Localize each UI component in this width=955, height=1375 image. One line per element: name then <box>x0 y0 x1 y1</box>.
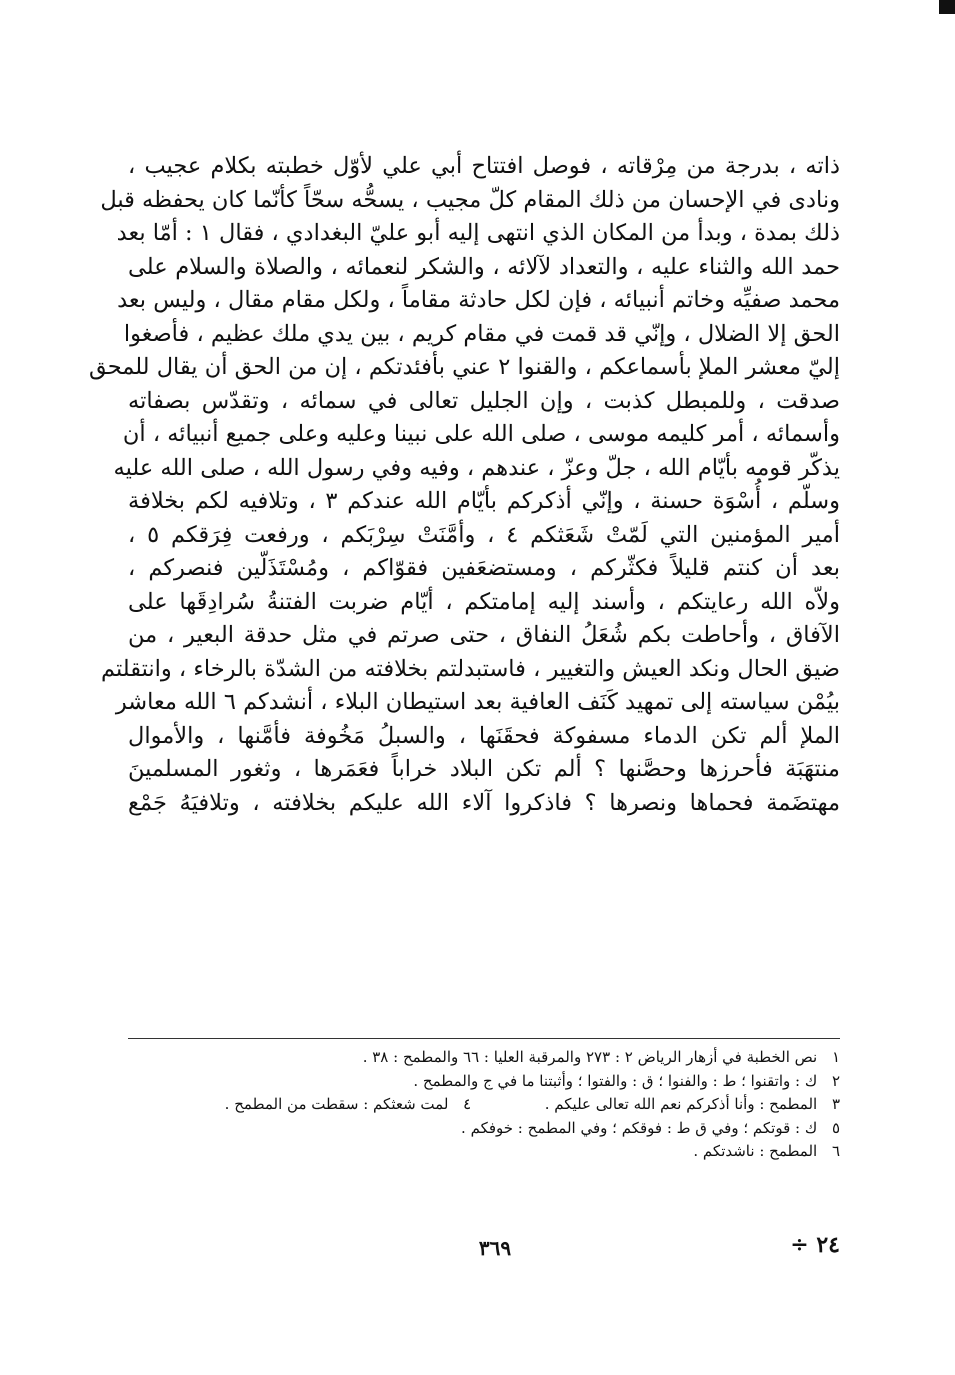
footnote <box>128 1140 840 1164</box>
text-line: مهتضَمة فحماها ونصرها ؟ فاذكروا آلاء الله عليكم بخلافته ، وتلافيَهُ جَمْع <box>128 789 840 816</box>
text-line: إليّ معشر الملإ بأسماعكم ، والقنوا ٢ عني بأفئدتكم ، إن من الحق أن يقال للمحق <box>88 354 840 380</box>
footnote-text: المطمح : وأنا أذكركم نعم الله تعالى عليكم . <box>544 1095 818 1113</box>
text-line: ولاّه الله رعايتكم ، وأسند إليه إمامتكم ، أيّام ضربت الفتنةُ سُرادِقَها على <box>128 588 840 615</box>
text-line: الآفاق ، وأحاطت بكم شُعَلُ النفاق ، حتى صرتم في مثل حدقة البعير ، من <box>128 622 840 648</box>
text-line: ضيق الحال ونكد العيش والتغيير ، فاستبدلتم بخلافته من الشدّة بالرخاء ، وانتقلتم <box>101 655 840 682</box>
footnote-text: ك : قوتكم ؛ وفي ق ط : فوقكم ؛ وفي المطمح : خوفكم . <box>461 1118 818 1137</box>
footnote <box>128 1117 840 1141</box>
footnote-text: ك : واتقنوا ؛ ط : والفنوا ؛ ق : والفتوا ؛ وأثبتنا ما في ج والمطمح . <box>413 1071 818 1090</box>
text-line: بيُمْن سياسته إلى تمهيد كَنَف العافية بعد استيطان البلاء ، أنشدكم ٦ الله معاشر <box>115 689 840 715</box>
footnote-number: ٥ <box>831 1118 840 1137</box>
footnote-number: ٦ <box>831 1142 840 1160</box>
text-line: الملإ ألم تكن الدماء مسفوكة فحقَنَها ، والسبلُ مَخُوفة فأمَّنها ، والأموال <box>128 722 840 749</box>
footnote-number: ٣ <box>831 1095 840 1113</box>
text-line: منتهَبَة فأحرزها وحصَّنها ؟ ألم تكن البلاد خراباً فعَمَرها ، وثغور المسلمينَ <box>128 756 840 782</box>
footnote-text: نص الخطبة في أزهار الرياض ٢ : ٢٧٣ والمرقبة العليا : ٦٦ والمطمح : ٣٨ . <box>362 1048 818 1066</box>
signature-mark: ٢٤ ÷ <box>790 1232 840 1258</box>
footnote <box>128 1070 840 1094</box>
text-line: وأسمائه ، أمر كليمه موسى ، صلى الله على نبينا وعليه وعلى جميع أنبيائه ، أن <box>122 421 840 447</box>
text-line: محمد صفيِّه وخاتم أنبيائه ، فإن لكل حادثة مقاماً ، ولكل مقام مقال ، وليس بعد <box>117 287 840 313</box>
footnote-number: ٢ <box>831 1071 840 1090</box>
footnote <box>128 1093 840 1117</box>
page-number: ٣٦٩ <box>478 1236 512 1260</box>
text-line: حمد الله والثناء عليه ، والتعداد لآلائه ، والشكر لنعمائه ، والصلاة والسلام على <box>128 253 840 280</box>
text-line: يذكّر قومه بأيّام الله ، جلّ وعزّ ، عندهم ، وفيه وفي رسول الله ، صلى الله عليه <box>113 454 840 481</box>
text-line: ذاته ، بدرجة من مِرْقاته ، فوصل افتتاح أبي علي لأوّل خطبته بكلام عجيب ، <box>128 153 840 179</box>
footnote-number: ٤ <box>463 1095 472 1113</box>
footnote-divider <box>128 1038 840 1039</box>
text-line: بعد أن كنتم قليلاً فكثّركم ، ومستضعَفين فقوّاكم ، ومُسْتَذَلّين فنصركم ، <box>128 555 840 581</box>
footnote-text: لمت شعثكم : سقطت من المطمح . <box>224 1095 449 1113</box>
text-line: أمير المؤمنين التي لَمّتْ شَعَثكم ٤ ، وأمَّنَتْ سِرْبَكم ، ورفعت فِرَقكم ٥ ، <box>128 521 840 548</box>
main-text-block <box>88 150 840 820</box>
footnote <box>128 1046 840 1070</box>
footnote-text: المطمح : ناشدتكم . <box>693 1142 818 1160</box>
footnotes-block <box>128 1046 840 1164</box>
footnote-number: ١ <box>831 1048 840 1066</box>
text-line: ذلك بمدة ، وبدأ من المكان الذي انتهى إليه أبو عليّ البغدادي ، فقال ١ : أمّا بعد <box>116 220 840 246</box>
text-line: صدقت ، وللمبطل كذبت ، وإن الجليل تعالى في سمائه ، وتقدّس بصفاته <box>128 387 840 414</box>
scan-corner-mark <box>939 0 955 14</box>
text-line: ونادى في الإحسان من ذلك المقام كلّ مجيب ، يسحُّه سحّاً كأنّما كان يحفظه قبل <box>100 186 840 213</box>
text-line: الحق إلا الضلال ، وإنّي قد قمت في مقام كريم ، بين يدي ملك عظيم ، فأصغوا <box>123 320 840 347</box>
text-line: وسلّم ، أُسْوَة حسنة ، وإنّي أذكركم بأيّام الله عندكم ٣ ، وتلافيه لكم بخلافة <box>128 488 840 514</box>
